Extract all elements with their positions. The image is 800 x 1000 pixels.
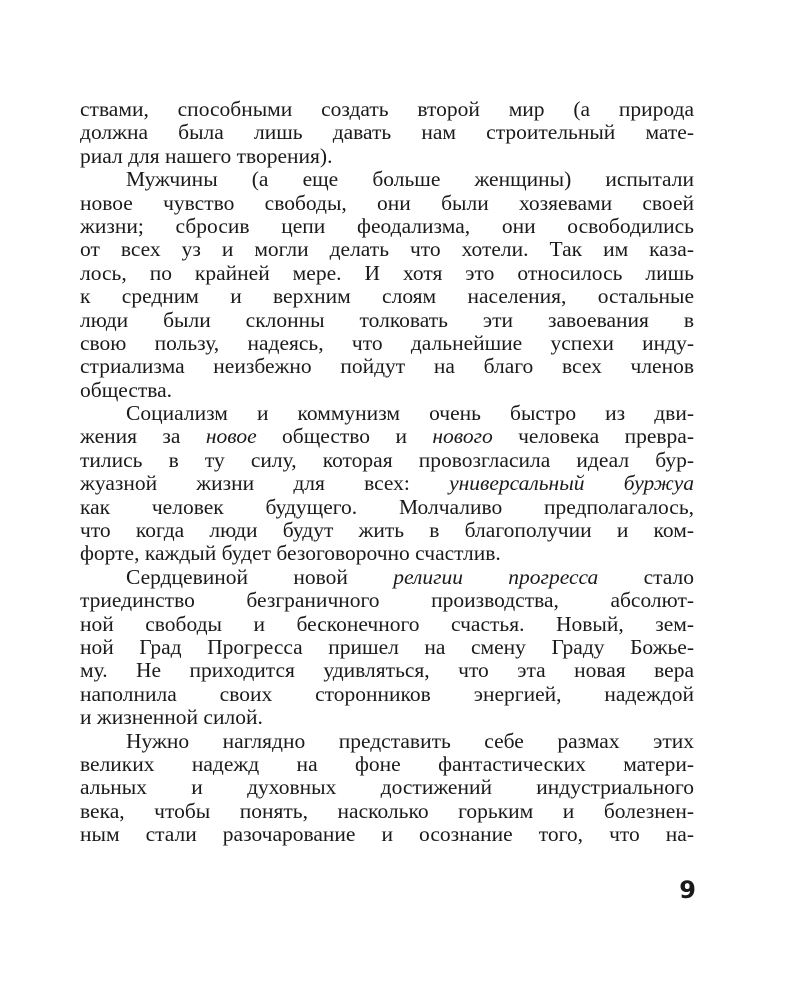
text-line (80, 823, 694, 846)
text-run: Нужно наглядно представить себе размах этих (126, 729, 694, 753)
text-run: новое чувство свободы, они были хозяевами своей (80, 191, 694, 215)
text-run: века, чтобы понять, насколько горьким и болезнен- (80, 799, 694, 823)
paragraph (80, 730, 694, 847)
text-line (80, 800, 694, 823)
text-run: ной свободы и бесконечного счастья. Новый, зем- (80, 612, 694, 636)
text-line (80, 636, 694, 659)
text-line (80, 613, 694, 636)
text-line (80, 355, 694, 378)
text-line (80, 402, 694, 425)
text-run: общества. (80, 378, 173, 402)
text-run: к средним и верхним слоям населения, остальные (80, 285, 694, 309)
text-run: как человек будущего. Молчаливо предполагалось, (80, 495, 694, 519)
text-run: общество и (256, 425, 433, 449)
text-run: человека превра- (492, 425, 694, 449)
paragraph (80, 566, 694, 730)
text-run: альных и духовных достижений индустриального (80, 776, 694, 800)
page-number: 9 (679, 876, 696, 904)
italic-text: новое (205, 425, 257, 449)
text-run: ной Град Прогресса пришел на смену Граду Божье- (80, 635, 694, 659)
text-line (80, 542, 694, 565)
text-run: и жизненной силой. (80, 706, 263, 730)
text-line (80, 168, 694, 191)
text-line (80, 262, 694, 285)
text-run: свою пользу, надеясь, что дальнейшие успехи инду- (80, 331, 694, 355)
text-line (80, 753, 694, 776)
text-line (80, 98, 694, 121)
text-run: риал для нашего творения). (80, 144, 333, 168)
text-run: ствами, способными создать второй мир (а природа (80, 98, 694, 121)
text-line (80, 285, 694, 308)
text-run: что когда люди будут жить в благополучии и ком- (80, 519, 694, 543)
text-line (80, 449, 694, 472)
text-run: стриализма неизбежно пойдут на благо всех членов (80, 355, 694, 379)
paragraph (80, 168, 694, 402)
text-line (80, 309, 694, 332)
text-run: форте, каждый будет безоговорочно счастлив. (80, 542, 501, 566)
italic-text: религии прогресса (393, 565, 599, 589)
text-run: жуазной жизни для всех: (80, 472, 450, 496)
text-run: великих надежд на фоне фантастических матери- (80, 752, 694, 776)
italic-text: нового (432, 425, 493, 449)
text-run: триединство безграничного производства, абсолют- (80, 589, 694, 613)
text-run: жизни; сбросив цепи феодализма, они освободились (80, 214, 694, 238)
text-line (80, 379, 694, 402)
text-line (80, 519, 694, 542)
text-run: Мужчины (а еще больше женщины) испытали (126, 168, 694, 192)
text-line (80, 145, 694, 168)
text-line (80, 776, 694, 799)
text-line (80, 730, 694, 753)
page-body (80, 98, 694, 847)
text-run: от всех уз и могли делать что хотели. Так им каза- (80, 238, 694, 262)
text-line (80, 192, 694, 215)
text-run: жения за (80, 425, 206, 449)
text-line (80, 472, 694, 495)
paragraph (80, 402, 694, 566)
text-run: должна была лишь давать нам строительный мате- (80, 121, 694, 145)
text-line (80, 496, 694, 519)
text-line (80, 566, 694, 589)
text-line (80, 121, 694, 144)
text-line (80, 683, 694, 706)
text-run: му. Не приходится удивляться, что эта новая вера (80, 659, 694, 683)
text-run: Сердцевиной новой (126, 565, 394, 589)
text-line (80, 425, 694, 448)
text-line (80, 238, 694, 261)
text-run: люди были склонны толковать эти завоевания в (80, 308, 694, 332)
text-line (80, 215, 694, 238)
text-run: стало (598, 565, 694, 589)
text-line (80, 589, 694, 612)
text-line (80, 706, 694, 729)
text-run: тились в ту силу, которая провозгласила идеал бур- (80, 448, 694, 472)
text-run: лось, по крайней мере. И хотя это относилось лишь (80, 261, 694, 285)
text-run: наполнила своих сторонников энергией, надеждой (80, 682, 694, 706)
italic-text: универсальный буржуа (449, 472, 694, 496)
paragraph (80, 98, 694, 168)
text-run: Социализм и коммунизм очень быстро из дви- (126, 402, 694, 426)
text-line (80, 659, 694, 682)
text-line (80, 332, 694, 355)
text-run: ным стали разочарование и осознание того, что на- (80, 823, 694, 847)
